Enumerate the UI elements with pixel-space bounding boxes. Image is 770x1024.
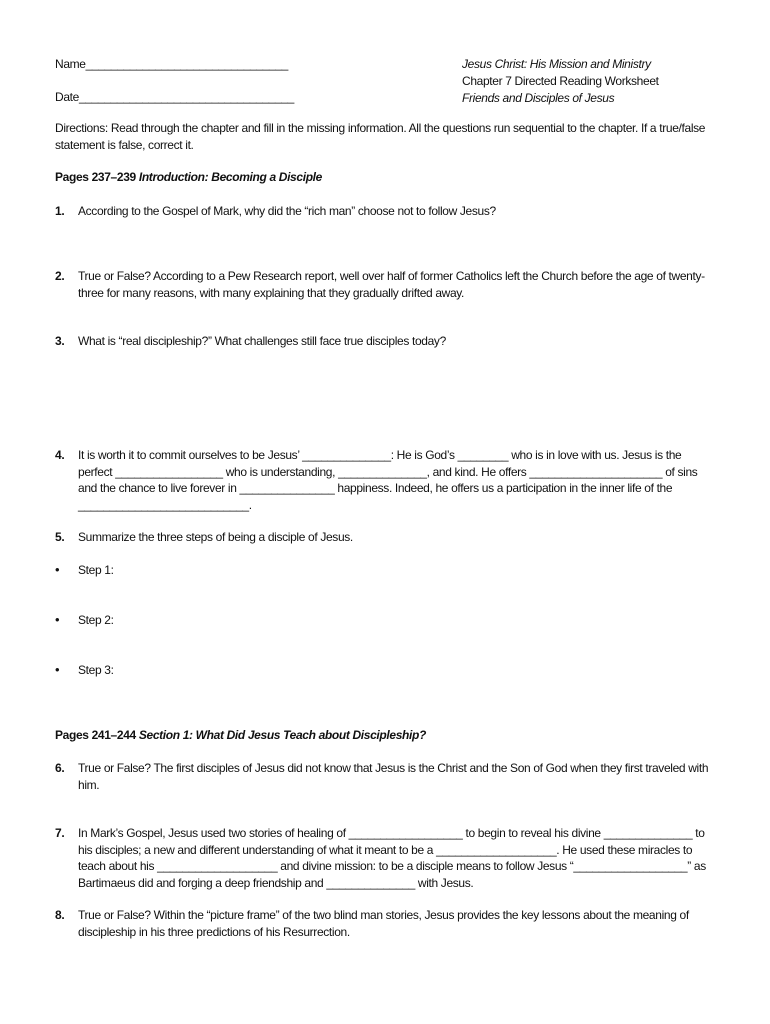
question-4 — [55, 447, 715, 513]
question-number: 3. — [55, 334, 65, 348]
question-text: Summarize the three steps of being a disciple of Jesus. — [78, 530, 353, 544]
step-label: Step 1: — [78, 563, 114, 577]
question-6 — [55, 760, 715, 793]
question-text: According to the Gospel of Mark, why did the “rich man” choose not to follow Jesus? — [78, 204, 496, 218]
question-5 — [55, 529, 715, 546]
question-number: 7. — [55, 826, 65, 840]
question-2 — [55, 268, 715, 301]
student-info — [55, 56, 335, 106]
directions: Directions: Read through the chapter and fill in the missing information. All the questions run sequential to the chapter. If a true/false statement is false, correct it. — [55, 121, 706, 152]
question-1 — [55, 203, 715, 220]
question-8 — [55, 907, 715, 940]
section-pages: Pages 241–244 — [55, 728, 136, 742]
step-2 — [55, 612, 114, 628]
step-3 — [55, 662, 114, 678]
course-title: Jesus Christ: His Mission and Ministry — [462, 57, 651, 71]
date-field: Date__________________________________ — [55, 90, 294, 104]
bullet-icon: • — [55, 662, 60, 677]
question-number: 1. — [55, 204, 65, 218]
bullet-icon: • — [55, 562, 60, 577]
step-1 — [55, 562, 114, 578]
section-heading-intro — [55, 170, 322, 184]
question-text: In Mark’s Gospel, Jesus used two stories of healing of __________________ to begin to reveal his divine ______________ to his disciples; a new and different understanding of what it meant to be a ___________________. He used these miracles to teach about his ___________________ and divine mission: to be a disciple means to follow Jesus “__________________” as Bartimaeus did and forging a deep friendship and ______________ with Jesus. — [78, 826, 706, 890]
question-text: True or False? The first disciples of Jesus did not know that Jesus is the Christ and the Son of God when they first traveled with him. — [78, 761, 709, 792]
step-label: Step 3: — [78, 663, 114, 677]
question-number: 8. — [55, 908, 65, 922]
section-title: Section 1: What Did Jesus Teach about Discipleship? — [138, 728, 426, 742]
question-3 — [55, 333, 715, 350]
worksheet-title: Chapter 7 Directed Reading Worksheet — [462, 74, 659, 88]
question-number: 6. — [55, 761, 65, 775]
question-text: It is worth it to commit ourselves to be Jesus’ ______________: He is God’s ________ who is in love with us. Jesus is the perfect _________________ who is understanding, ______________, and kind. He offers _____________________ of sins and the chance to live forever in _______________ happiness. Indeed, he offers us a participation in the inner life of the ___________________________. — [78, 448, 698, 512]
step-label: Step 2: — [78, 613, 114, 627]
question-number: 5. — [55, 530, 65, 544]
worksheet-header — [462, 56, 752, 107]
name-field: Name________________________________ — [55, 57, 288, 71]
question-text: True or False? Within the “picture frame” of the two blind man stories, Jesus provides the key lessons about the meaning of discipleship in his three predictions of his Resurrection. — [78, 908, 689, 939]
question-7 — [55, 825, 715, 891]
bullet-icon: • — [55, 612, 60, 627]
section-title: Introduction: Becoming a Disciple — [138, 170, 322, 184]
section-pages: Pages 237–239 — [55, 170, 136, 184]
chapter-title: Friends and Disciples of Jesus — [462, 91, 615, 105]
question-number: 4. — [55, 448, 65, 462]
question-text: True or False? According to a Pew Research report, well over half of former Catholics left the Church before the age of twenty-three for many reasons, with many explaining that they gradually drifted away. — [78, 269, 705, 300]
question-text: What is “real discipleship?” What challenges still face true disciples today? — [78, 334, 446, 348]
question-number: 2. — [55, 269, 65, 283]
section-heading-section-1 — [55, 728, 426, 742]
